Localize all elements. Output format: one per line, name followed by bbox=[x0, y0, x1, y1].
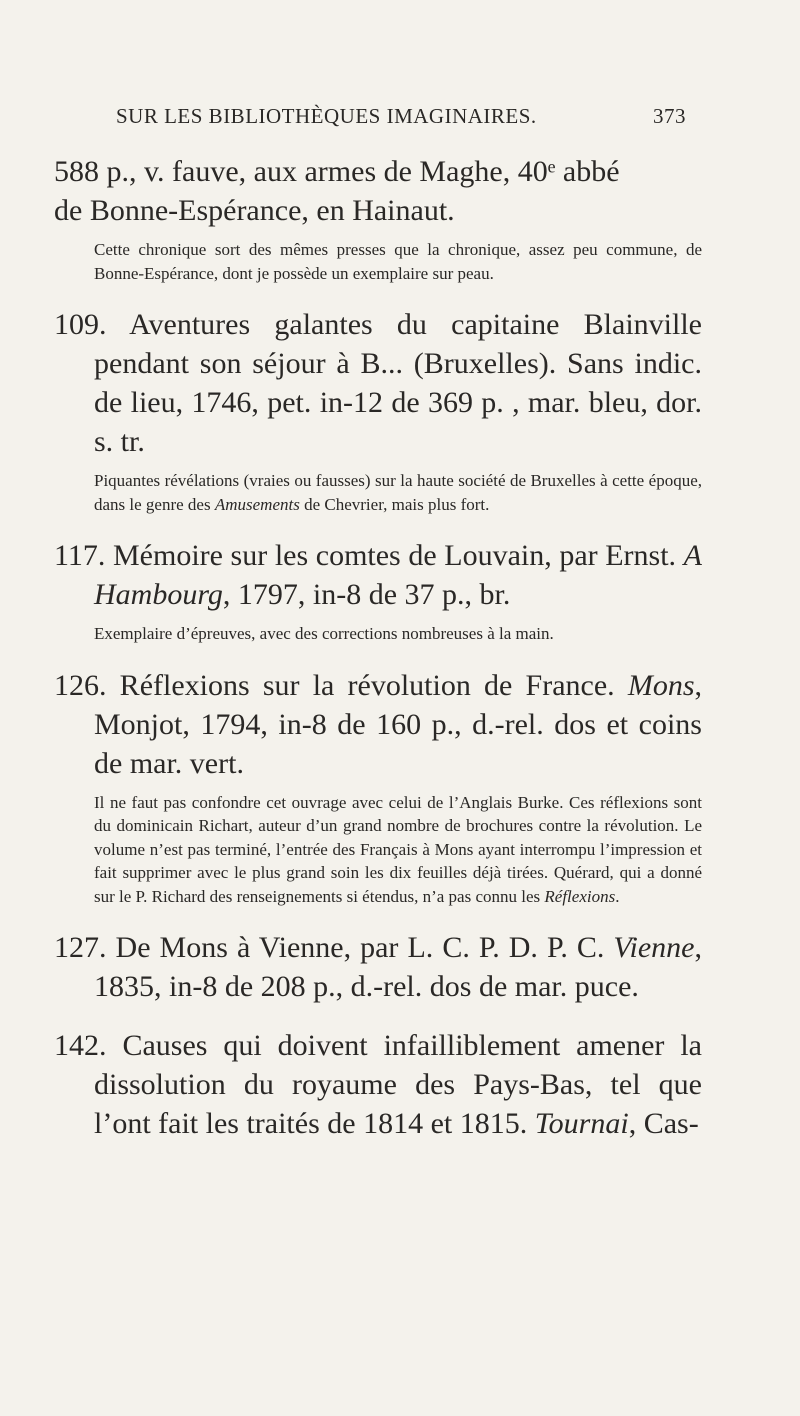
entry-117-text bbox=[54, 536, 702, 614]
entry-continued bbox=[54, 152, 702, 285]
entry-117-text-b: , 1797, in-8 de 37 p., br. bbox=[222, 578, 511, 611]
entry-109-note-b: de Chevrier, mais plus fort. bbox=[299, 494, 490, 514]
entry-142 bbox=[54, 1026, 702, 1143]
entry-continued-note: Cette chronique sort des mêmes presses que la chronique, assez peu commune, de Bonne-Espérance, dont je possède un exemplaire sur peau. bbox=[94, 240, 702, 283]
entry-142-place: Tournai bbox=[534, 1107, 629, 1140]
header-title: SUR LES BIBLIOTHÈQUES IMAGINAIRES. bbox=[116, 104, 537, 128]
entry-126-text bbox=[54, 666, 702, 783]
entry-126 bbox=[54, 666, 702, 909]
entry-127-text bbox=[54, 928, 702, 1006]
entry-109-text: 109. Aventures galantes du capitaine Blainville pendant son séjour à B... (Bruxelles). Sans indic. de lieu, 1746, pet. in-12 de 369 p. , mar. bleu, dor. s. tr. bbox=[54, 308, 702, 458]
entry-117-text-a: 117. Mémoire sur les comtes de Louvain, par Ernst. bbox=[54, 539, 684, 572]
entry-117-place: A Hambourg bbox=[94, 539, 702, 611]
entry-126-note bbox=[54, 791, 702, 909]
entry-109-note-a: Piquantes révélations (vraies ou fausses) sur la haute société de Bruxelles à cette époque, dans le genre des bbox=[94, 471, 702, 514]
continued-line-2: de Bonne-Espérance, en Hainaut. bbox=[54, 194, 455, 227]
entry-127-text-b: , 1835, in-8 de 208 p., d.-rel. dos de mar. puce. bbox=[94, 931, 702, 1003]
entry-126-note-a: Il ne faut pas confondre cet ouvrage avec celui de l’Anglais Burke. Ces réflexions sont du dominicain Richart, auteur d’un grand nombre de brochures contre la révolution. Le volume n’est pas terminé, l’entrée des Français à Mons ayant interrompu l’impression et fait supprimer avec le plus grand soin les dix feuilles déjà tirées. Quérard, qui a donné sur le P. Richard des renseignements si étendus, n’a pas connu les bbox=[94, 792, 702, 906]
entry-126-text-b: , Monjot, 1794, in-8 de 160 p., d.-rel. dos et coins de mar. vert. bbox=[94, 668, 702, 780]
entry-142-text bbox=[54, 1026, 702, 1143]
entry-117 bbox=[54, 536, 702, 646]
entry-127-place: Vienne bbox=[613, 931, 695, 964]
entry-126-note-title: Réflexions bbox=[544, 886, 616, 906]
entry-109-note bbox=[54, 469, 702, 516]
entry-109 bbox=[54, 305, 702, 516]
entry-109-note-title: Amusements bbox=[214, 494, 300, 514]
entry-126-note-b: . bbox=[615, 886, 620, 906]
entry-142-text-a: 142. Causes qui doivent infailliblement amener la dissolution du royaume des Pays-Bas, tel que l’ont fait les traités de 1814 et 1815. bbox=[54, 1029, 702, 1140]
entry-127-text-a: 127. De Mons à Vienne, par L. C. P. D. P. C. bbox=[54, 931, 614, 964]
entry-127 bbox=[54, 928, 702, 1006]
continued-line-1: 588 p., v. fauve, aux armes de Maghe, 40ᵉ abbé bbox=[54, 155, 620, 188]
entry-126-text-a: 126. Réflexions sur la révolution de France. bbox=[54, 668, 628, 702]
entry-142-text-b: , Cas- bbox=[628, 1107, 699, 1140]
entry-continued-text bbox=[54, 152, 702, 230]
page-number: 373 bbox=[653, 104, 686, 128]
entry-126-place: Mons bbox=[627, 668, 695, 702]
entry-117-note: Exemplaire d’épreuves, avec des corrections nombreuses à la main. bbox=[94, 624, 554, 643]
page-content bbox=[54, 152, 702, 1163]
